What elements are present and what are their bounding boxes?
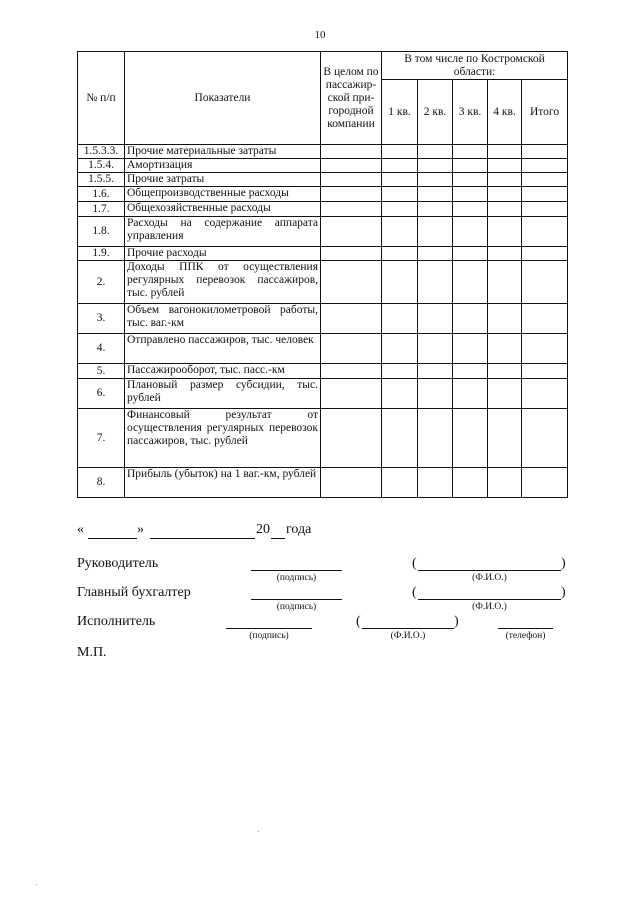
head-label: Руководитель xyxy=(77,556,159,571)
row-indicator: Доходы ППК от осуществления регулярных перевозок пассажиров, тыс. рублей xyxy=(125,261,321,304)
header-num: № п/п xyxy=(78,52,125,145)
head-paren-close: ) xyxy=(561,556,566,571)
date-day-line[interactable] xyxy=(88,538,137,539)
row-indicator: Отправлено пассажиров, тыс. человек xyxy=(125,334,321,364)
executor-phone-line[interactable] xyxy=(498,628,553,629)
head-signature-caption: (подпись) xyxy=(276,573,317,583)
row-indicator: Объем вагонокилометровой работы, тыс. ваг.-км xyxy=(125,304,321,334)
row-number: 6. xyxy=(78,379,125,409)
accountant-label: Главный бухгалтер xyxy=(77,585,191,600)
accountant-signature-line[interactable] xyxy=(251,599,342,600)
accountant-paren-open: ( xyxy=(412,585,417,600)
head-name-caption: (Ф.И.О.) xyxy=(472,573,507,583)
row-number: 1.8. xyxy=(78,217,125,247)
executor-name-caption: (Ф.И.О.) xyxy=(390,631,426,641)
executor-signature-line[interactable] xyxy=(226,628,312,629)
head-name-line[interactable] xyxy=(418,570,561,571)
accountant-signature-caption: (подпись) xyxy=(276,602,317,612)
row-indicator: Пассажирооборот, тыс. пасс.-км xyxy=(125,364,321,379)
row-indicator: Прибыль (убыток) на 1 ваг.-км, рублей xyxy=(125,468,321,498)
row-indicator: Плановый размер субсидии, тыс. рублей xyxy=(125,379,321,409)
scan-speck xyxy=(36,884,37,885)
header-indicator: Показатели xyxy=(125,52,321,145)
row-indicator: Амортизация xyxy=(125,159,321,173)
executor-phone-caption: (телефон) xyxy=(505,631,546,641)
row-number: 3. xyxy=(78,304,125,334)
row-number: 1.9. xyxy=(78,247,125,261)
date-year-prefix: 20 xyxy=(256,522,270,537)
date-year-suffix: года xyxy=(286,522,312,537)
executor-paren-close: ) xyxy=(454,614,459,629)
date-month-line[interactable] xyxy=(150,538,255,539)
row-indicator: Общепроизводственные расходы xyxy=(125,187,321,202)
page-number: 10 xyxy=(314,29,326,41)
row-indicator: Прочие затраты xyxy=(125,173,321,187)
row-number: 1.5.4. xyxy=(78,159,125,173)
head-paren-open: ( xyxy=(412,556,417,571)
scan-speck xyxy=(258,831,259,832)
row-number: 1.5.3.3. xyxy=(78,145,125,159)
row-number: 2. xyxy=(78,261,125,304)
accountant-paren-close: ) xyxy=(561,585,566,600)
header-quarter-1: 1 кв. xyxy=(382,80,418,145)
row-indicator: Прочие материальные затраты xyxy=(125,145,321,159)
header-quarter-3: 3 кв. xyxy=(453,80,488,145)
executor-label: Исполнитель xyxy=(77,614,156,629)
header-total-year: Итого xyxy=(522,80,568,145)
header-quarter-4: 4 кв. xyxy=(488,80,522,145)
row-number: 1.6. xyxy=(78,187,125,202)
executor-name-line[interactable] xyxy=(362,628,454,629)
row-number: 7. xyxy=(78,409,125,468)
seal-label: М.П. xyxy=(77,645,107,660)
row-number: 1.5.5. xyxy=(78,173,125,187)
header-total: В целом по пассажир-ской при-городной компании xyxy=(321,52,382,145)
row-indicator: Прочие расходы xyxy=(125,247,321,261)
head-signature-line[interactable] xyxy=(251,570,342,571)
executor-paren-open: ( xyxy=(356,614,361,629)
row-indicator: Расходы на содержание аппарата управления xyxy=(125,217,321,247)
date-year-line[interactable] xyxy=(271,538,285,539)
header-quarter-2: 2 кв. xyxy=(418,80,453,145)
row-indicator: Финансовый результат от осуществления регулярных перевозок пассажиров, тыс. рублей xyxy=(125,409,321,468)
row-indicator: Общехозяйственные расходы xyxy=(125,202,321,217)
row-number: 1.7. xyxy=(78,202,125,217)
header-region-group: В том числе по Костромской области: xyxy=(382,52,568,80)
row-number: 8. xyxy=(78,468,125,498)
accountant-name-line[interactable] xyxy=(418,599,561,600)
executor-signature-caption: (подпись) xyxy=(249,631,289,641)
row-number: 5. xyxy=(78,364,125,379)
accountant-name-caption: (Ф.И.О.) xyxy=(472,602,507,612)
date-open-quote: « xyxy=(77,522,84,537)
date-close-quote: » xyxy=(137,522,144,537)
row-number: 4. xyxy=(78,334,125,364)
